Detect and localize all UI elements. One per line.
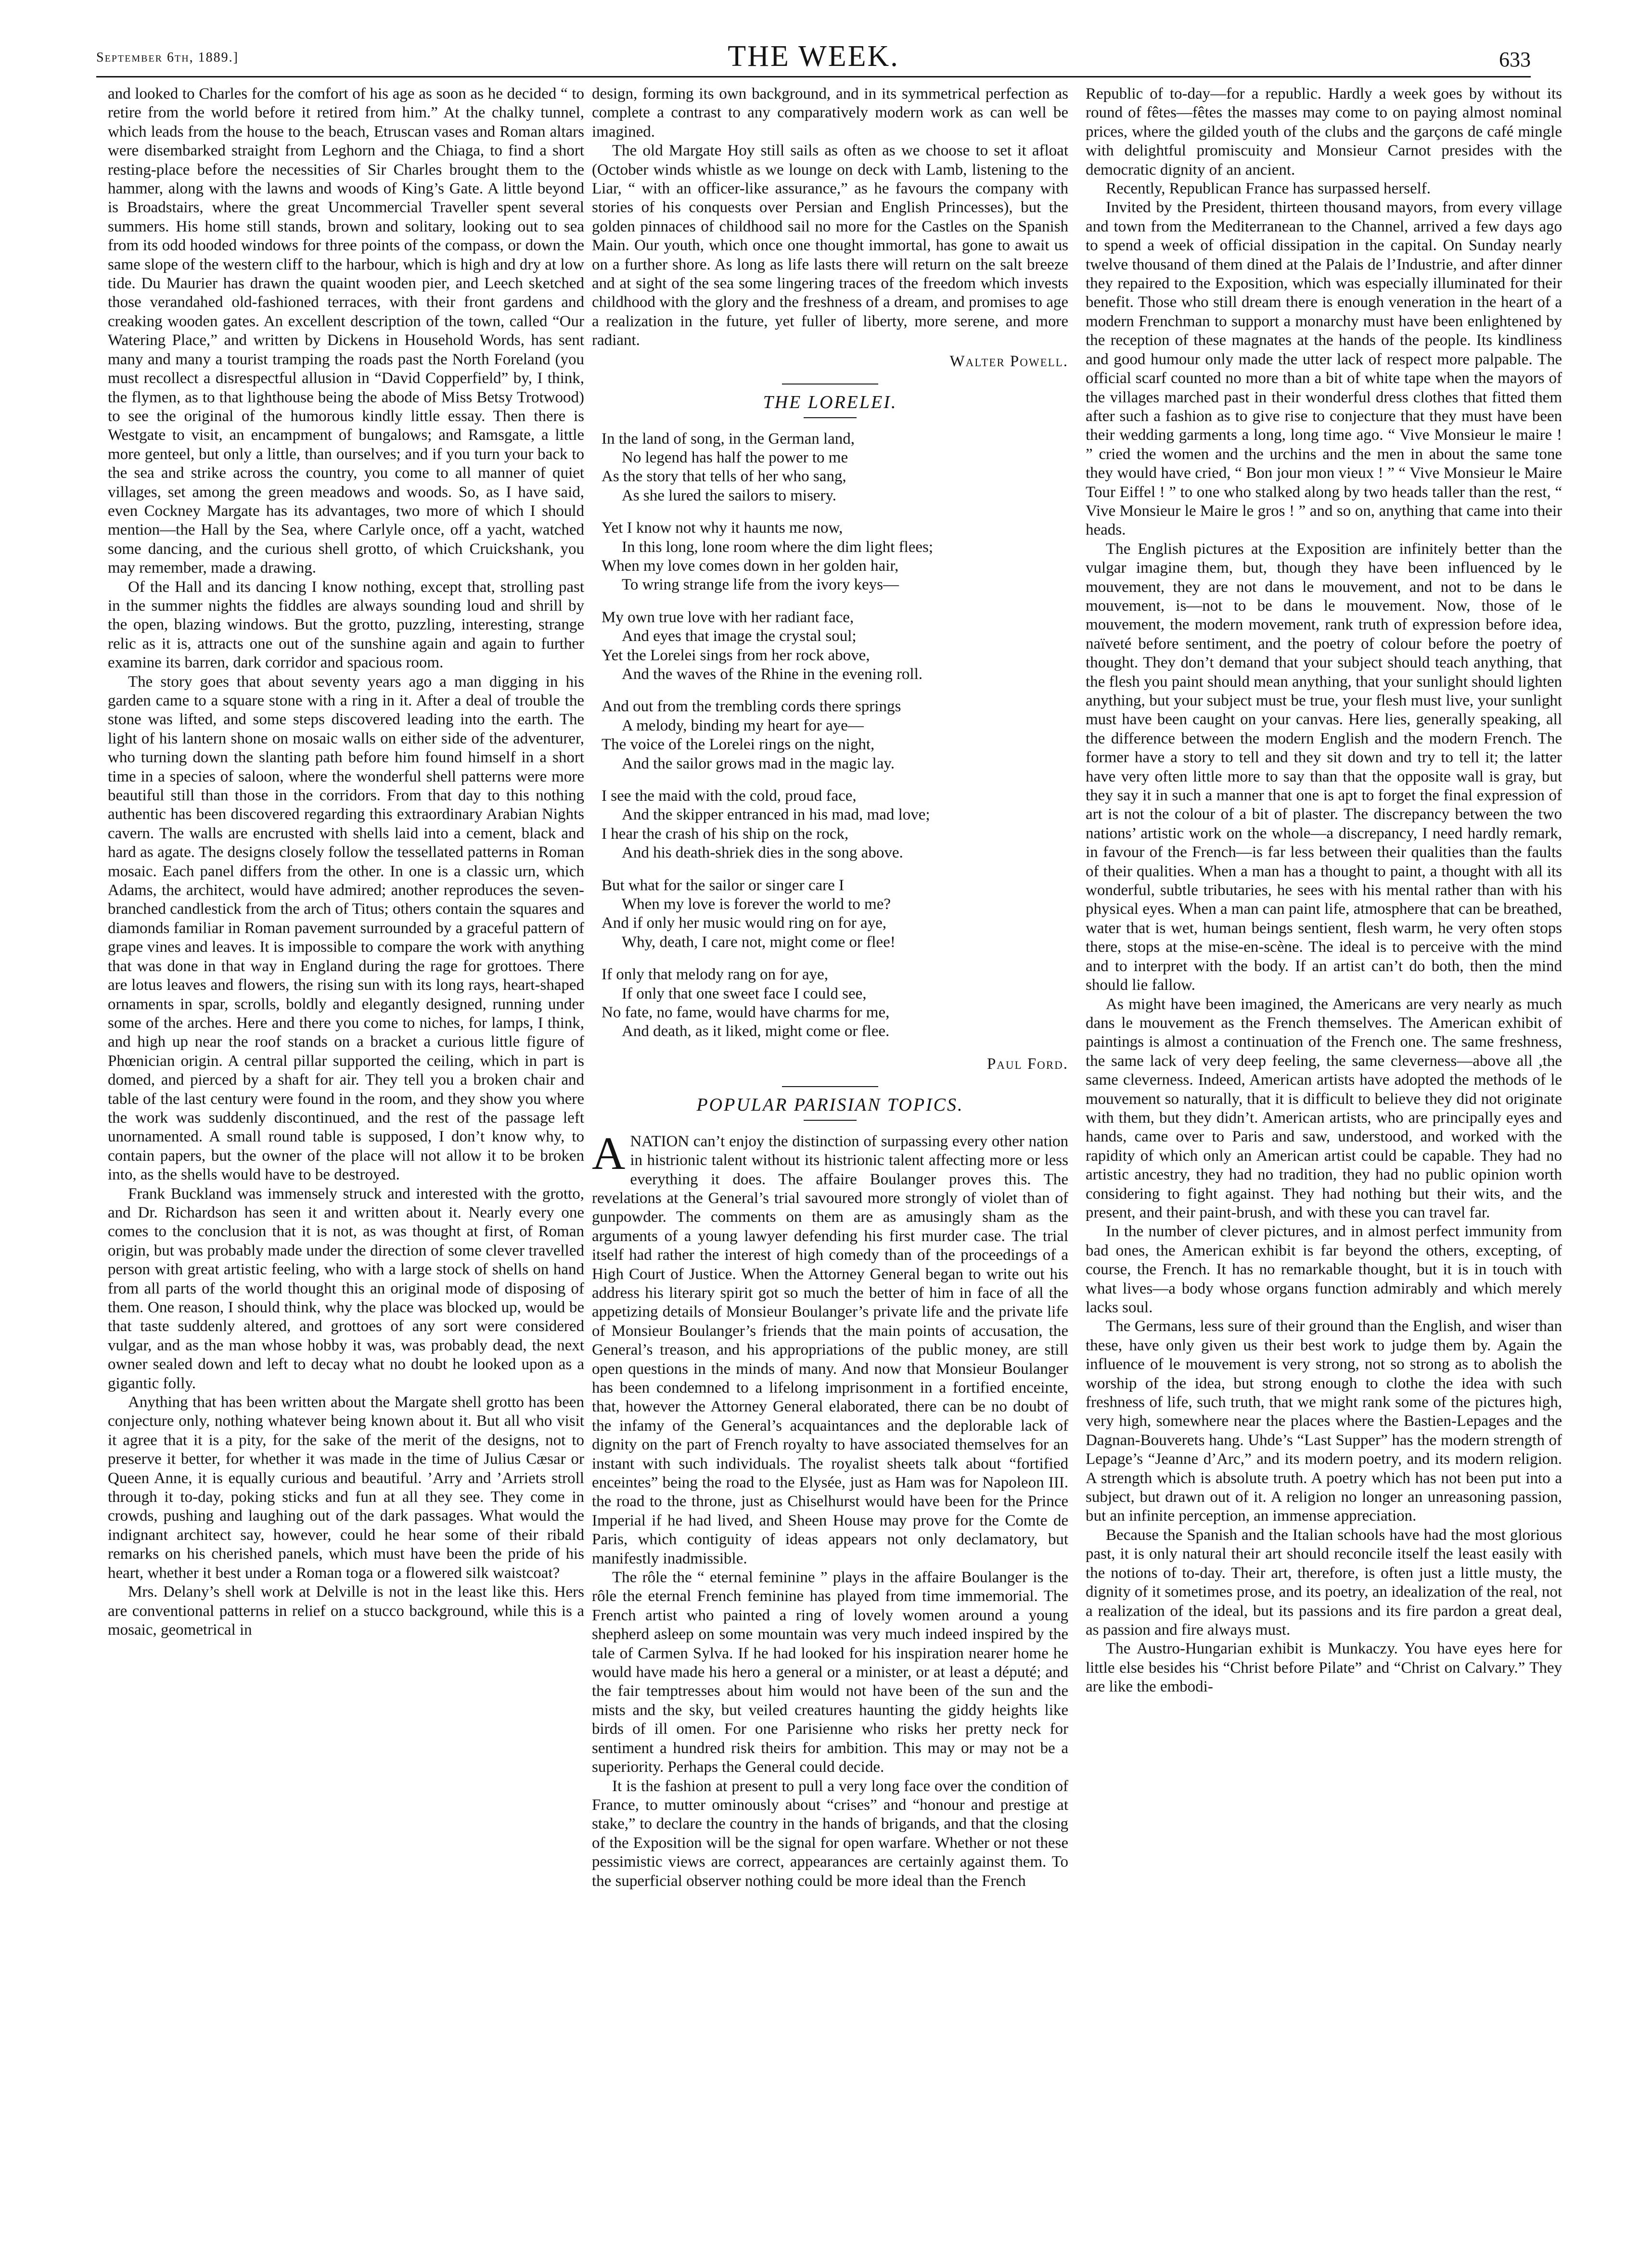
poem-line: I hear the crash of his ship on the rock, [602, 825, 849, 843]
paragraph: The Austro-Hungarian exhibit is Munkaczy. You have eyes here for little else besides his “Christ before Pilate” and “Christ on Calvary.” They are like the embodi- [1086, 1640, 1562, 1696]
poem-line: A melody, binding my heart for aye— [622, 717, 864, 734]
section-divider [782, 1086, 878, 1087]
issue-date: September 6th, 1889.] [96, 50, 239, 65]
masthead-title: THE WEEK. [728, 40, 899, 73]
poem-stanza [602, 965, 1068, 1041]
poem-line: My own true love with her radiant face, [602, 608, 854, 626]
paragraph: Mrs. Delany’s shell work at Delville is not in the least like this. Hers are conventional patterns in relief on a stucco background, while this is a mosaic, geometrical in [108, 1583, 584, 1639]
header-rule [96, 76, 1531, 77]
paragraph: Republic of to-day—for a republic. Hardly a week goes by without its round of fêtes—fêtes the masses may come to on paying almost nominal prices, where the gilded youth of the clubs and the garçons de café mingle with delightful promiscuity and Monsieur Carnot presides with the democratic dignity of an ancient. [1086, 85, 1562, 179]
poem-stanza [602, 876, 1068, 952]
poem-line: When my love comes down in her golden hair, [602, 557, 899, 575]
page-number: 633 [1499, 48, 1531, 71]
poem-line: If only that melody rang on for aye, [602, 966, 829, 984]
poem-line: Yet the Lorelei sings from her rock above, [602, 646, 870, 664]
poem-line: Yet I know not why it haunts me now, [602, 519, 843, 537]
poem-stanza [602, 608, 1068, 684]
poem-line: And if only her music would ring on for aye, [602, 914, 887, 932]
poem-line: No legend has half the power to me [622, 448, 848, 466]
column-3 [1086, 85, 1562, 2250]
paragraph: and looked to Charles for the comfort of his age as soon as he decided “ to retire from the world before it retired from him.” At the chalky tunnel, which leads from the house to the beach, Etruscan vases and Roman altars were disembarked straight from Leghorn and the Chiaga, to find a short resting-place before the necessities of Sir Charles brought them to the hammer, along with the lawns and woods of King’s Gate. A little beyond is Broadstairs, where the great Uncommercial Traveller spent several summers. His home still stands, brown and solitary, looking out to sea from its odd hooded windows for three points of the compass, or down the same slope of the western cliff to the harbour, which is high and dry at low tide. Du Maurier has drawn the quaint wooden pier, and Leech sketched those verandahed old-fashioned terraces, with their front gardens and creaking wooden gates. An excellent description of the town, called “Our Watering Place,” and written by Dickens in Household Words, has sent many and many a tourist tramping the roads past the North Foreland (you must recollect a disrespectful allusion in “David Copperfield” by, I think, the flymen, as to that lighthouse being the abode of Miss Betsy Trotwood) to see the original of the humorous kindly little essay. Then there is Westgate to visit, an encampment of bungalows; and Ramsgate, a little more genteel, but only a little, than ourselves; and if you turn your back to the sea and strike across the country, you come to all manner of quiet villages, set among the green meadows and woods. So, as I have said, even Cockney Margate has its advantages, two more of which I should mention—the Hall by the Sea, where Carlyle once, off a yacht, watched some dancing, and the curious shell grotto, of which Cruickshank, you may remember, made a drawing. [108, 85, 584, 577]
poem-line: If only that one sweet face I could see, [622, 985, 867, 1002]
paragraph: The old Margate Hoy still sails as often as we choose to set it afloat (October winds whistle as we lounge on deck with Lamb, listening to the Liar, “ with an officer-like assurance,” as he favours the company with stories of his conquests over Persian and English Princesses), but the golden pinnaces of childhood sail no more for the Castles on the Spanish Main. Our youth, which once one thought immortal, has gone to await us on a further shore. As long as life lasts there will return on the salt breeze and at sight of the sea some lingering traces of the freedom which invests childhood with the glory and the freshness of a dream, and promises to age a realization in the future, yet fuller of liberty, more serene, and more radiant. [592, 142, 1068, 349]
paragraph: The rôle the “ eternal feminine ” plays in the affaire Boulanger is the rôle the eternal French feminine has played from time immemorial. The French artist who painted a ring of lovely women around a young shepherd asleep on some mountain was very much indeed inspired by the tale of Carmen Sylva. If he had looked for his inspiration nearer home he would have made his hero a general or a minister, or at least a député; and the fair temptresses about him would not have been of the sun and the mists and the sky, but veiled creatures haunting the giddy heights like birds of ill omen. For one Parisienne who risks her pretty neck for sentiment a hundred risk theirs for ambition. This may or may not be a superiority. Perhaps the General could decide. [592, 1569, 1068, 1776]
poem-line: And eyes that image the crystal soul; [622, 628, 857, 645]
poem-line: In this long, lone room where the dim light flees; [622, 538, 934, 556]
poem-line: And his death-shriek dies in the song above. [622, 844, 903, 862]
poem-title: THE LORELEI. [763, 392, 897, 413]
poem-line: No fate, no fame, would have charms for me, [602, 1004, 890, 1022]
paragraph: The story goes that about seventy years ago a man digging in his garden came to a square stone with a ring in it. After a deal of trouble the stone was lifted, and some steps discovered leading into the earth. The light of his lantern shone on mosaic walls on either side of the adventurer, who turning down the slanting path before him found himself in a short time in a species of saloon, where the wonderful shell patterns were more beautiful still than those in the corridors. From that day to this nothing authentic has been discovered regarding this extraordinary Arabian Nights cavern. The walls are encrusted with shells laid into a cement, black and hard as agate. The designs closely follow the tessellated patterns in Roman mosaic. Each panel differs from the other. In one is a classic urn, which Adams, the architect, would have admired; another reproduces the seven-branched candlestick from the arch of Titus; others contain the squares and diamonds familiar in Roman pavement surrounded by a graceful pattern of grape vines and leaves. It is impossible to compare the work with anything that was done in that way in England during the rage for grottoes. There are lotus leaves and flowers, the rising sun with its long rays, heart-shaped ornaments in spar, scrolls, boldly and elegantly designed, running under some of the arches. Here and there you come to niches, for lamps, I think, and high up near the roof stands on a bracket a curious little figure of Phœnician origin. A central pillar supported the ceiling, which in part is domed, and pierced by a shaft for air. They tell you a broken chair and table of the last century were found in the room, and they show you where the work was suddenly discontinued, and the rest of the passage left unornamented. A small round table is supposed, I don’t know why, to contain papers, but the owner of the place will not allow it to be broken into, as the shells would have to be destroyed. [108, 673, 584, 1184]
poem-stanza [602, 430, 1068, 506]
poem-line: As the story that tells of her who sang, [602, 468, 846, 486]
poem-line: And death, as it liked, might come or flee. [622, 1023, 890, 1040]
poem-line: To wring strange life from the ivory keys— [622, 576, 899, 594]
poem-line: And the skipper entranced in his mad, mad love; [622, 806, 930, 824]
paragraph: Because the Spanish and the Italian schools have had the most glorious past, it is only natural their art should reconcile itself the least easily with the notions of to-day. Their art, therefore, is often just a little musty, the dignity of it sometimes prose, and its poetry, an idealization of the real, not a realization of the ideal, but its passions and its fire pardon a great deal, as passion and fire always must. [1086, 1526, 1562, 1639]
poem-line: But what for the sailor or singer care I [602, 876, 844, 894]
paragraph [592, 1127, 1068, 1568]
poem-line: In the land of song, in the German land, [602, 430, 855, 448]
paragraph: Of the Hall and its dancing I know nothing, except that, strolling past in the summer nights the fiddles are always sounding loud and shrill by the open, blazing windows. But the grotto, puzzling, interesting, strange relic as it is, attracts one out of the sunshine again and again to further examine its barren, dark corridor and spacious room. [108, 578, 584, 672]
poem-stanza [602, 787, 1068, 863]
poem-line: And the waves of the Rhine in the evening roll. [622, 665, 923, 683]
poem-stanza [602, 697, 1068, 773]
title-underline [804, 1120, 857, 1121]
page-header [96, 39, 1531, 73]
paragraph: design, forming its own background, and in its symmetrical perfection as complete a contrast to any comparatively modern work as can well be imagined. [592, 85, 1068, 141]
poem-line: The voice of the Lorelei rings on the night, [602, 736, 875, 754]
paragraph: It is the fashion at present to pull a very long face over the condition of France, to mutter ominously about “crises” and “honour and prestige at stake,” to declare the country in the hands of brigands, and that the closing of the Exposition will be the signal for open warfare. Whether or not these pessimistic views are correct, appearances are certainly against them. To the superficial observer nothing could be more ideal than the French [592, 1777, 1068, 1890]
poem-line: Why, death, I care not, might come or flee! [622, 933, 896, 951]
column-2 [592, 85, 1068, 2250]
paragraph: Recently, Republican France has surpassed herself. [1106, 180, 1431, 198]
paragraph: Invited by the President, thirteen thousand mayors, from every village and town from the Mediterranean to the Channel, arrived a few days ago to spend a week of official dissipation in the capital. On Sunday nearly twelve thousand of them dined at the Palais de l’Industrie, and after dinner they repaired to the Exposition, which was especially illuminated for their benefit. Those who still dream there is enough veneration in the heart of a modern Frenchman to support a monarchy must have been enlightened by the reception of these magnates at the hands of the people. Its kindliness and good humour only made the utter lack of respect more palpable. The official scarf counted no more than a bit of white tape when the mayors of the villages marched past in their wonderful dress clothes that fitted them after such a fashion as to give rise to conjecture that they must have been their wedding garments a long, long time ago. “ Vive Monsieur le maire ! ” cried the women and the urchins and the men in about the same tone they would have cried, “ Bon jour mon vieux ! ” “ Vive Monsieur le Maire Tour Eiffel ! ” to one who stalked along by two heads taller than the rest, “ Vive Monsieur le Maire le gros ! ” and so on, anything that came into their heads. [1086, 199, 1562, 539]
author-signature: Walter Powell. [949, 352, 1068, 370]
paragraph: The English pictures at the Exposition are infinitely better than the vulgar imagine them, but, though they have been influenced by le mouvement, they are not dans le mouvement, and not to be dans le mouvement, is—not to be dans le mouvement. Now, those of le mouvement, the modern movement, rank truth of expression before idea, naïveté before sentiment, and the poetry of colour before the poetry of thought. They don’t demand that your subject should teach anything, that the flesh you paint should mean anything, that your sunlight should lighten anything, but your subject must be true, your flesh must live, your sunlight must have been caught on your canvas. Here lies, generally speaking, all the difference between the modern English and the modern French. The former have a story to tell and they sit down and try to tell it; the latter have very often little more to say than that the opposite wall is gray, but they say it in such a manner that one is apt to forget the final expression of art is not the colour of a bit of plaster. The discrepancy between the two nations’ artistic work on the whole—a discrepancy, I need hardly remark, in favour of the French—is far less between their qualities than the faults of their qualities. When a man has a thought to paint, a thought with all its wonderful, subtle tributaries, he sees with his mental rather than with his physical eyes. When a man can paint life, atmosphere that can be breathed, water that is wet, human beings sentient, flesh warm, he very often stops there, stops at the mise-en-scène. The ideal is to perceive with the mind and to interpret with the body. If an artist can’t do both, then the mind should lie fallow. [1086, 540, 1562, 994]
drop-cap: A [592, 1127, 626, 1179]
title-underline [804, 417, 857, 418]
poem-line: When my love is forever the world to me? [622, 896, 891, 913]
poem-line: And out from the trembling cords there springs [602, 698, 901, 716]
paragraph-text: NATION can’t enjoy the distinction of surpassing every other nation in histrionic talent without its histrionic talent affecting more or less everything it does. The affaire Boulanger proves this. The revelations at the General’s trial savoured more strongly of violet than of gunpowder. The comments on them are as amusingly sham as the arguments of a young lawyer defending his first murder case. The trial itself had rather the interest of high comedy than of the proceedings of a High Court of Justice. When the Attorney General began to write out his address his literary spirit got so much the better of him in face of all the appetizing details of Monsieur Boulanger’s private life and the private life of Monsieur Boulanger’s friends that the main points of accusation, the General’s treason, and his appropriations of the public money, are still open questions in the minds of many. And now that Monsieur Boulanger has been condemned to a lifelong imprisonment in a fortified enceinte, that, however the Attorney General elaborated, there can be no doubt of the infamy of the General’s acquaintances and the deplorable lack of dignity on the part of French royalty to have associated themselves for an instant with such individuals. The royalist sheets talk about “fortified enceintes” being the road to the Elysée, just as Ham was for Napoleon III. the road to the throne, just as Chiselhurst would have been for the Prince Imperial if he had lived, and Sheen House may prove for the Comte de Paris, which contiguity of ideas appears not only declamatory, but manifestly inadmissible. [592, 1132, 1068, 1567]
article-title: POPULAR PARISIAN TOPICS. [696, 1095, 964, 1115]
poem-signature: Paul Ford. [986, 1055, 1068, 1073]
paragraph: In the number of clever pictures, and in almost perfect immunity from bad ones, the American exhibit is far beyond the others, excepting, of course, the French. It has no remarkable thought, but it is in touch with what lives—a body whose organs function admirably and which merely lacks soul. [1086, 1223, 1562, 1316]
paragraph: As might have been imagined, the Americans are very nearly as much dans le mouvement as the French themselves. The American exhibit of paintings is almost a continuation of the French one. The same freshness, the same lack of very deep feeling, the same cleverness—above all ,the same cleverness. Indeed, American artists have adopted the methods of le mouvement so naturally, that it is difficult to believe they did not originate with them, but they didn’t. American artists, who are principally eyes and hands, came over to Paris and saw, understood, and worked with the rapidity of which only an American artist could be capable. They had no artistic ancestry, they had no tradition, they had no public opinion worth considering to fight against. They had nothing but their wits, and the present, and their paint-brush, and with these you can travel far. [1086, 995, 1562, 1221]
poem-line: And the sailor grows mad in the magic lay. [622, 755, 895, 772]
poem-line: As she lured the sailors to misery. [622, 487, 837, 504]
column-1 [108, 85, 584, 2250]
poem-line: I see the maid with the cold, proud face, [602, 787, 857, 805]
paragraph: The Germans, less sure of their ground than the English, and wiser than these, have only given us their best work to judge them by. Again the influence of le mouvement is very strong, not so strong as to abolish the worship of the idea, but strong enough to clothe the idea with such freshness of life, such truth, that we might rank some of the pictures high, very high, somewhere near the places where the Bastien-Lepages and the Dagnan-Bouverets hang. Uhde’s “Last Supper” has the modern strength of Lepage’s “Jeanne d’Arc,” and its modern poetry, and its modern religion. A strength which is absolute truth. A poetry which has not been put into a subject, but drawn out of it. A religion no longer an unreasoning passion, but an infinite perception, an immense appreciation. [1086, 1318, 1562, 1525]
paragraph: Anything that has been written about the Margate shell grotto has been conjecture only, nothing whatever being known about it. But all who visit it agree that it is a pity, for the sake of the merit of the designs, not to preserve it better, for whether it was made in the time of Julius Cæsar or Queen Anne, it is equally curious and beautiful. ’Arry and ’Arriets stroll through it to-day, poking sticks and fun at all they see. They come in crowds, pushing and laughing out of the dark passages. What would the indignant architect say, however, could he hear some of their ribald remarks on his cherished panels, which must have been the pride of his heart, whether it best under a Roman toga or a flowered silk waistcoat? [108, 1394, 584, 1582]
poem-body [592, 430, 1068, 1041]
paragraph: Frank Buckland was immensely struck and interested with the grotto, and Dr. Richardson has seen it and written about it. Nearly every one comes to the conclusion that it is not, as was thought at first, of Roman origin, but was probably made under the direction of some clever travelled person with great artistic feeling, who with a large stock of shells on hand from all parts of the world thought this an original mode of disposing of them. One reason, I should think, why the place was blocked up, would be that taste suddenly altered, and grottoes of any sort were considered vulgar, and as the man whose hobby it was, was probably dead, the next owner sealed down and left to decay what no doubt he looked upon as a gigantic folly. [108, 1185, 584, 1392]
poem-stanza [602, 519, 1068, 595]
